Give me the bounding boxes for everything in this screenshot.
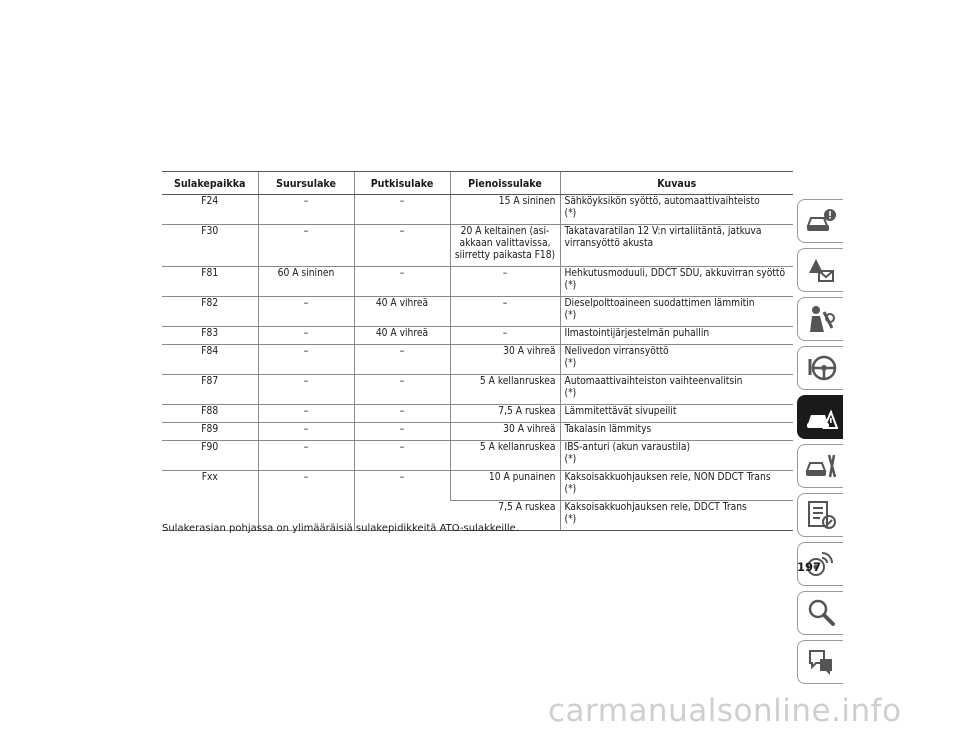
description-text: Kaksoisakkuohjauksen rele, NON DDCT Trans xyxy=(564,472,771,483)
table-row xyxy=(162,225,793,267)
slot-cell: F84 xyxy=(162,345,258,375)
mini-cell: 7,5 A ruskea xyxy=(450,405,560,423)
description-cell xyxy=(560,345,793,375)
table-row xyxy=(162,471,793,501)
description-note: (*) xyxy=(564,388,577,399)
mini-cell: 20 A keltainen (asiakkaan valittavissa, siirretty paikasta F18) xyxy=(450,225,560,267)
description-note: (*) xyxy=(564,208,577,219)
page-number: 197 xyxy=(797,560,822,574)
description-note: (*) xyxy=(564,484,577,495)
description-text: IBS-anturi (akun varaustila) xyxy=(564,442,691,453)
slot-cell: F88 xyxy=(162,405,258,423)
mini-cell: – xyxy=(450,327,560,345)
description-text: Hehkutusmoduuli, DDCT SDU, akkuvirran syöttö xyxy=(564,268,786,279)
slot-cell: F24 xyxy=(162,195,258,225)
tab-warning-lights[interactable] xyxy=(797,248,843,292)
mini-cell: 15 A sininen xyxy=(450,195,560,225)
tab-steering-wheel[interactable] xyxy=(797,346,843,390)
tube-cell: – xyxy=(354,405,450,423)
header-description: Kuvaus xyxy=(560,172,793,195)
cartridge-cell: – xyxy=(258,471,354,531)
table-row xyxy=(162,375,793,405)
cartridge-cell: – xyxy=(258,441,354,471)
table-row xyxy=(162,297,793,327)
description-text: Lämmitettävät sivupeilit xyxy=(564,406,677,417)
table-row xyxy=(162,195,793,225)
tab-specifications[interactable] xyxy=(797,493,843,537)
mini-cell: – xyxy=(450,297,560,327)
tube-cell: – xyxy=(354,195,450,225)
warning-lights-icon xyxy=(804,253,838,287)
description-cell xyxy=(560,225,793,267)
slot-cell: F87 xyxy=(162,375,258,405)
table-row xyxy=(162,423,793,441)
car-warning-icon xyxy=(804,204,838,238)
slot-cell: F81 xyxy=(162,267,258,297)
tab-car-service[interactable] xyxy=(797,444,843,488)
description-cell xyxy=(560,267,793,297)
description-text: Takalasin lämmitys xyxy=(564,424,652,435)
slot-cell: F90 xyxy=(162,441,258,471)
tube-cell: 40 A vihreä xyxy=(354,327,450,345)
tab-language[interactable] xyxy=(797,640,843,684)
slot-cell: Fxx xyxy=(162,471,258,531)
description-note: (*) xyxy=(564,310,577,321)
fuse-table xyxy=(162,171,793,531)
slot-cell: F30 xyxy=(162,225,258,267)
car-service-tools-icon xyxy=(804,449,838,483)
description-note: (*) xyxy=(564,454,577,465)
description-cell xyxy=(560,195,793,225)
cartridge-cell: – xyxy=(258,405,354,423)
description-cell xyxy=(560,501,793,531)
description-cell xyxy=(560,327,793,345)
header-slot: Sulakepaikka xyxy=(162,172,258,195)
description-text: Sähköyksikön syöttö, automaattivaihteisto xyxy=(564,196,760,207)
slot-cell: F83 xyxy=(162,327,258,345)
cartridge-cell: 60 A sininen xyxy=(258,267,354,297)
cartridge-cell: – xyxy=(258,195,354,225)
cartridge-cell: – xyxy=(258,297,354,327)
tube-cell: – xyxy=(354,423,450,441)
tube-cell: – xyxy=(354,267,450,297)
description-text: Kaksoisakkuohjauksen rele, DDCT Trans xyxy=(564,502,747,513)
table-row xyxy=(162,441,793,471)
tab-index[interactable] xyxy=(797,591,843,635)
tube-cell: – xyxy=(354,375,450,405)
description-cell xyxy=(560,441,793,471)
specifications-checklist-icon xyxy=(804,498,838,532)
mini-cell: 7,5 A ruskea xyxy=(450,501,560,531)
cartridge-cell: – xyxy=(258,345,354,375)
slot-cell: F82 xyxy=(162,297,258,327)
description-note: (*) xyxy=(564,358,577,369)
tab-roadside-emergency[interactable] xyxy=(797,395,843,439)
tube-cell: – xyxy=(354,225,450,267)
cartridge-cell: – xyxy=(258,225,354,267)
slot-cell: F89 xyxy=(162,423,258,441)
index-search-icon xyxy=(804,596,838,630)
mini-cell: 5 A kellanruskea xyxy=(450,375,560,405)
description-text: Dieselpolttoaineen suodattimen lämmitin xyxy=(564,298,755,309)
tab-car-warning[interactable] xyxy=(797,199,843,243)
chapter-tabs xyxy=(797,199,843,689)
header-tube: Putkisulake xyxy=(354,172,450,195)
language-icon xyxy=(804,645,838,679)
description-text: Automaattivaihteiston vaihteenvalitsin xyxy=(564,376,743,387)
description-cell xyxy=(560,405,793,423)
cartridge-cell: – xyxy=(258,327,354,345)
mini-cell: – xyxy=(450,267,560,297)
cartridge-cell: – xyxy=(258,375,354,405)
description-text: Nelivedon virransyöttö xyxy=(564,346,669,357)
steering-wheel-icon xyxy=(804,351,838,385)
description-note: (*) xyxy=(564,514,577,525)
mini-cell: 10 A punainen xyxy=(450,471,560,501)
mini-cell: 30 A vihreä xyxy=(450,423,560,441)
table-row xyxy=(162,345,793,375)
description-cell xyxy=(560,297,793,327)
description-cell xyxy=(560,423,793,441)
table-header-row xyxy=(162,172,793,195)
watermark: carmanualsonline.info xyxy=(548,693,902,729)
description-cell xyxy=(560,471,793,501)
seatbelt-safety-icon xyxy=(804,302,838,336)
tube-cell: – xyxy=(354,471,450,531)
table-row xyxy=(162,327,793,345)
tube-cell: – xyxy=(354,441,450,471)
table-row xyxy=(162,405,793,423)
table-row xyxy=(162,267,793,297)
tab-seatbelt-safety[interactable] xyxy=(797,297,843,341)
tube-cell: – xyxy=(354,345,450,375)
description-text: Takatavaratilan 12 V:n virtaliitäntä, jatkuva virransyöttö akusta xyxy=(564,226,762,249)
description-cell xyxy=(560,375,793,405)
tube-cell: 40 A vihreä xyxy=(354,297,450,327)
cartridge-cell: – xyxy=(258,423,354,441)
footnote: Sulakerasian pohjassa on ylimääräisiä sulakepidikkeitä ATO-sulakkeille. xyxy=(162,523,520,534)
header-mini: Pienoissulake xyxy=(450,172,560,195)
description-note: (*) xyxy=(564,280,577,291)
header-cartridge: Suursulake xyxy=(258,172,354,195)
roadside-emergency-icon xyxy=(804,400,838,434)
mini-cell: 5 A kellanruskea xyxy=(450,441,560,471)
description-text: Ilmastointijärjestelmän puhallin xyxy=(564,328,710,339)
mini-cell: 30 A vihreä xyxy=(450,345,560,375)
